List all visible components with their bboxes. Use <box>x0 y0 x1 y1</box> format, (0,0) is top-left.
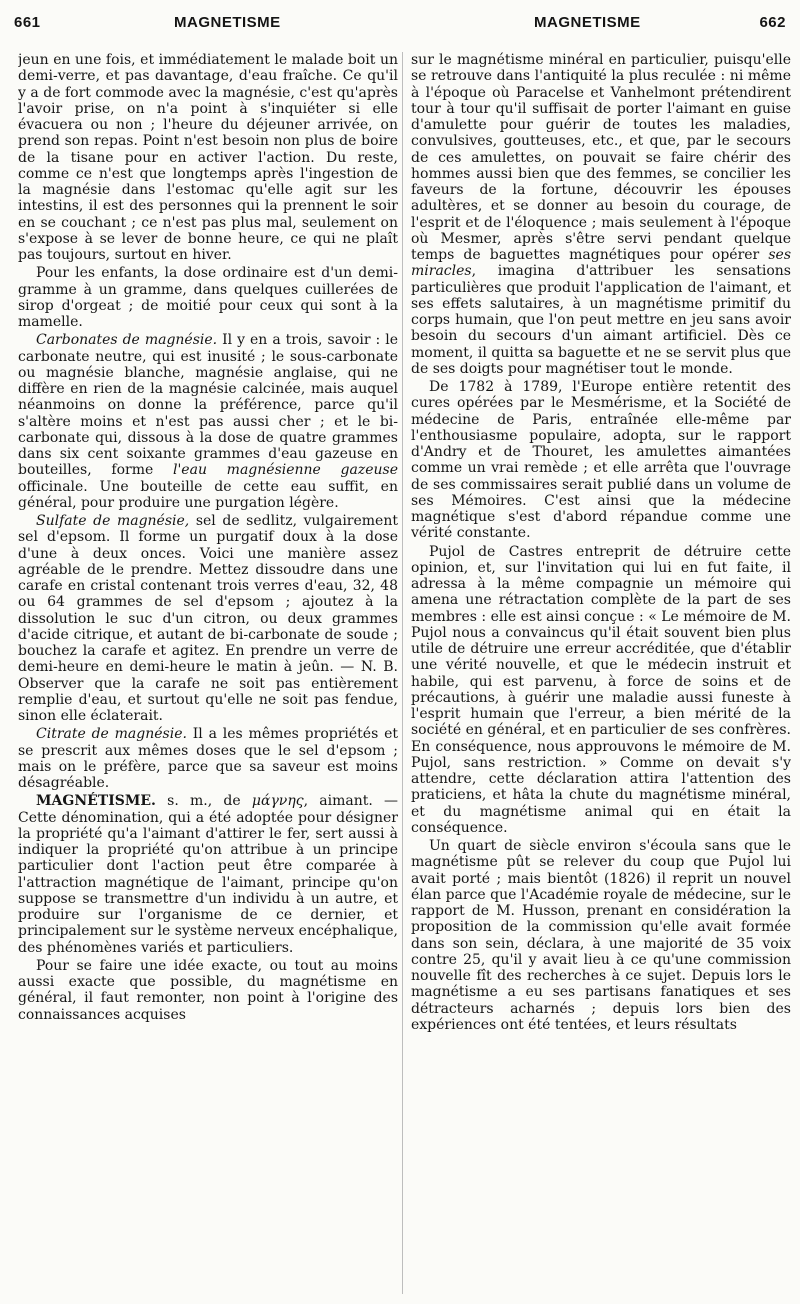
paragraph-text: Pujol de Castres entreprit de détruire cette opinion, et, sur l'invitation qui lui en fut faite, il adressa à la même compagnie un mémoire qui amena une rétractation complète de la part de ses membres : elle est ainsi conçue : « Le mémoire de M. Pujol nous a convaincus qu'il était souvent bien plus utile de détruire une erreur accréditée, que d'établir une vérité nouvelle, et que le médecin instruit et habile, qui est parvenu, à force de soins et de précautions, à guérir une maladie aussi funeste à l'esprit humain que l'erreur, a bien mérité de la société en général, et en particulier de ses confrères. En conséquence, nous approuvons le mémoire de M. Pujol, sans restriction. » Comme on devait s'y attendre, cette déclaration attira l'attention des praticiens, et hâta la chute du magnétisme minéral, et du magnétisme animal qui en était la conséquence. <box>411 543 791 836</box>
left-text-column <box>18 52 398 1294</box>
paragraph-enfants <box>18 265 398 330</box>
entry-magnetisme <box>18 793 398 956</box>
left-running-title: MAGNETISME <box>174 14 281 31</box>
paragraph-citrate <box>18 726 398 791</box>
entry-headword: MAGNÉTISME. <box>36 793 156 810</box>
running-header <box>14 14 786 36</box>
paragraph-text: Il y en a trois, savoir : le carbonate neutre, qui est inusité ; le sous-carbonate ou magnésie blanche, magnésie anglaise, qui ne diffère en rien de la magnésie calcinée, mais auquel néanmoins on donne la préférence, parce qu'il s'altère moins et n'est pas aussi cher ; et le bi-carbonate qui, dissous à la dose de quatre grammes dans six cent soixante grammes d'eau gazeuse en bouteilles, forme <box>18 332 398 479</box>
paragraph-text: Il a les mêmes propriétés et se prescrit aux mêmes doses que le sel d'epsom ; mais on le préfère, parce que sa saveur est moins désagréable. <box>18 726 398 791</box>
paragraph-text: , imagina d'attribuer les sensations particulières que produit l'application de l'aimant, et ses effets salutaires, à un magnétisme primitif du corps humain, que l'on peut mettre en jeu sans avoir besoin du secours d'un aimant artificiel. Dès ce moment, il quitta sa baguette et ne se servit plus que de ses doigts pour magnétiser tout le monde. <box>411 263 791 377</box>
paragraph-magnesie-dose <box>18 52 398 263</box>
paragraph-text: , aimant. — Cette dénomination, qui a été adoptée pour désigner la propriété qu'a l'aimant d'attirer le fer, sert aussi à indiquer la propriété qu'on attribue à un principe particulier dont l'action peut être comparée à l'attraction magnétique de l'aimant, principe qu'on suppose se transmettre d'un individu à un autre, et produire sur l'organisme de ce dernier, et principalement sur le système nerveux encéphalique, des phénomènes variés et particuliers. <box>18 793 398 956</box>
paragraph-text: Pour les enfants, la dose ordinaire est d'un demi-gramme à un gramme, dans quelques cuillerées de sirop d'orgeat ; de moitié pour ceux qui sont à la mamelle. <box>18 265 398 330</box>
entry-subheading: Carbonates de magnésie. <box>36 332 218 349</box>
left-page-number: 661 <box>14 14 41 31</box>
paragraph-text: Pour se faire une idée exacte, ou tout au moins aussi exacte que possible, du magnétisme en général, il faut remonter, non point à l'origine des connaissances acquises <box>18 957 398 1023</box>
paragraph-text: De 1782 à 1789, l'Europe entière retentit des cures opérées par le Mesmérisme, et la Société de médecine de Paris, entraînée elle-même par l'enthousiasme populaire, adopta, sur le rapport d'Andry et de Thouret, les amulettes aimantées comme un vrai remède ; et elle arrêta que l'ouvrage de ses commissaires serait publié dans un volume de ses Mémoires. C'est ainsi que la médecine magnétique s'est d'abord répandue comme une vérité constante. <box>411 379 791 542</box>
paragraph-sulfate <box>18 513 398 724</box>
paragraph-text: sel de sedlitz, vulgairement sel d'epsom. Il forme un purgatif doux à la dose d'une à deux onces. Voici une manière assez agréable de le prendre. Mettez dissoudre dans une carafe en cristal contenant trois verres d'eau, 32, 48 ou 64 grammes de sel d'epsom ; ajoutez à la dissolution le suc d'un citron, ou deux grammes d'acide citrique, et autant de bi-carbonate de soude ; bouchez la carafe et agitez. En prendre un verre de demi-heure en demi-heure le matin à jeûn. — N. B. Observer que la carafe ne soit pas entièrement remplie d'eau, et surtout qu'elle ne soit pas fendue, sinon elle éclaterait. <box>18 513 398 724</box>
italic-term: ses miracles <box>411 247 791 280</box>
grammar-note: s. m., de <box>155 793 252 810</box>
column-divider <box>402 52 403 1294</box>
paragraph-1782-1789 <box>411 379 791 542</box>
paragraph-text: sur le magnétisme minéral en particulier, puisqu'elle se retrouve dans l'antiquité la plus reculée : ni même à l'époque où Paracelse et Vanhelmont prétendirent tour à tour qu'il suffisait de porter l'aimant en guise d'amulette pour guérir de toutes les maladies, convulsives, goutteuses, etc., et que, par le secours de ces amulettes, on pouvait se faire chérir des hommes aussi bien que des femmes, se concilier les faveurs de la fortune, découvrir les épouses adultères, et se donner au besoin du courage, de l'esprit et de l'éloquence ; mais seulement à l'époque où Mesmer, après s'être servi pendant quelque temps de baguettes magnétiques pour opérer <box>411 52 791 263</box>
italic-term: l'eau magnésienne gazeuse <box>172 462 398 479</box>
paragraph-pujol <box>411 544 791 837</box>
paragraph-idee-exacte <box>18 958 398 1023</box>
paragraph-mesmer <box>411 52 791 377</box>
right-text-column <box>411 52 791 1294</box>
paragraph-text: Un quart de siècle environ s'écoula sans que le magnétisme pût se relever du coup que Pujol lui avait porté ; mais bientôt (1826) il reprit un nouvel élan parce que l'Académie royale de médecine, sur le rapport de M. Husson, prenant en considération la proposition de la commission qu'elle avait formée dans son sein, déclara, à une majorité de 35 voix contre 25, qu'il y avait lieu à ce qu'une commission nouvelle fît des recherches à ce sujet. Depuis lors le magnétisme a eu ses partisans fanatiques et ses détracteurs acharnés ; depuis lors bien des expériences ont été tentées, et leurs résultats <box>411 838 791 1033</box>
paragraph-text: officinale. Une bouteille de cette eau suffit, en général, pour produire une purgation légère. <box>18 478 398 511</box>
paragraph-quart-de-siecle <box>411 838 791 1033</box>
right-running-title: MAGNETISME <box>534 14 641 31</box>
entry-subheading: Sulfate de magnésie, <box>36 513 190 529</box>
entry-subheading: Citrate de magnésie. <box>36 726 187 743</box>
paragraph-text: jeun en une fois, et immédiatement le malade boit un demi-verre, et pas davantage, d'eau fraîche. Ce qu'il y a de fort commode avec la magnésie, c'est qu'après l'avoir prise, on n'a point à s'inquiéter si elle évacuera ou non ; l'heure du déjeuner arrivée, on prend son repas. Point n'est besoin non plus de boire de la tisane pour en activer l'action. Du reste, comme ce n'est que longtemps après l'ingestion de la magnésie dans l'estomac qu'elle agit sur les intestins, il est des personnes qui la prennent le soir en se couchant ; ce n'est pas plus mal, seulement on s'expose à se lever de bonne heure, ce qui ne plaît pas toujours, surtout en hiver. <box>18 52 398 263</box>
paragraph-carbonates <box>18 332 398 511</box>
greek-etymology: μάγνης <box>251 793 304 810</box>
right-page-number: 662 <box>759 14 786 31</box>
